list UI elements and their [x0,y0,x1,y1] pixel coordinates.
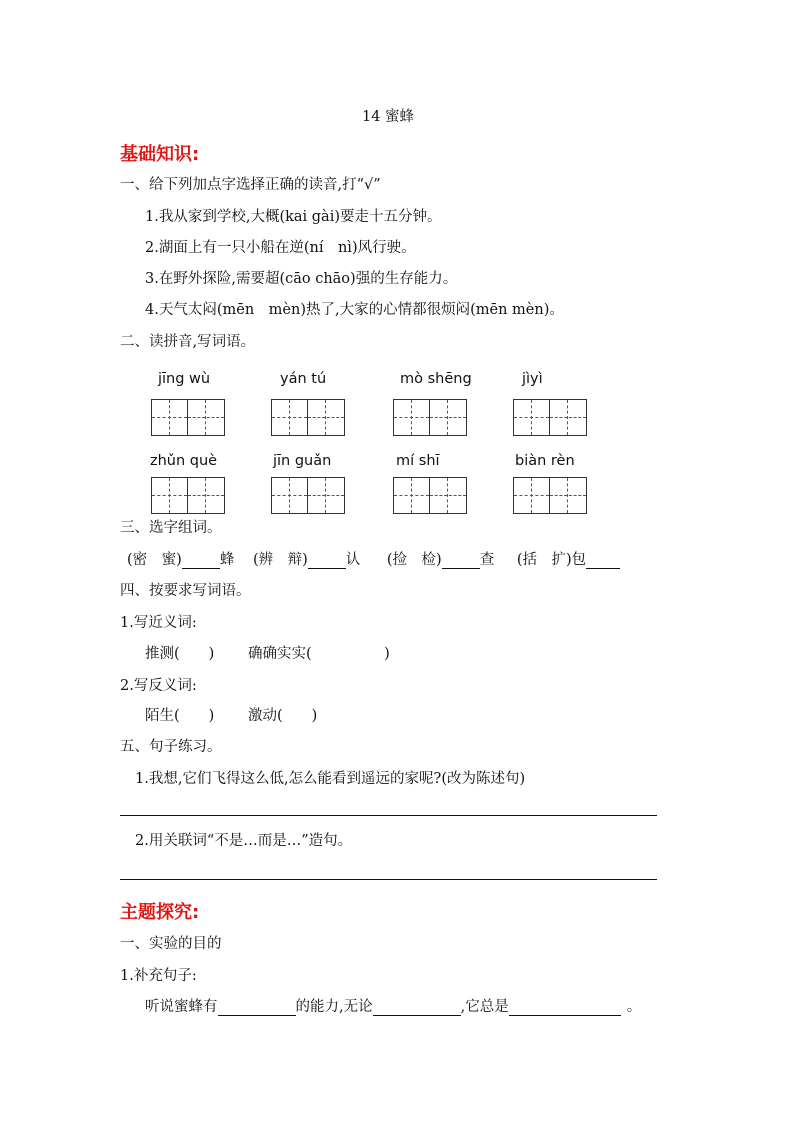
synonym-label: 1.写近义词: [120,615,197,631]
pinyin-label: jīng wù [158,371,211,387]
word-suffix: 查 [479,552,495,568]
answer-line[interactable] [120,879,657,880]
word-choice: (括 扩)包 [516,552,587,568]
page-title: 14 蜜蜂 [362,109,415,125]
writing-grid[interactable] [393,399,467,436]
theme-question-label: 一、实验的目的 [120,936,222,952]
answer-line[interactable] [120,815,657,816]
word-suffix: 认 [345,552,361,568]
question-3-label: 三、选字组词。 [120,520,222,536]
antonym-item: 激动( ) [248,708,318,724]
answer-blank[interactable] [182,552,220,569]
writing-grid[interactable] [393,477,467,514]
word-choice: (密 蜜) [127,552,182,568]
pinyin-label: mò shēng [400,371,472,387]
sentence-task: 1.我想,它们飞得这么低,怎么能看到遥远的家呢?(改为陈述句) [135,771,526,787]
pinyin-label: jìyì [522,371,543,387]
answer-blank[interactable] [308,552,346,569]
word-choice: (辨 辩) [252,552,308,568]
writing-grid[interactable] [151,477,225,514]
antonym-item: 陌生( ) [145,708,215,724]
antonym-label: 2.写反义词: [120,678,197,694]
writing-grid[interactable] [271,477,345,514]
question-2-label: 二、读拼音,写词语。 [120,334,256,350]
question-4-label: 四、按要求写词语。 [120,583,251,599]
answer-blank[interactable] [586,552,620,569]
sentence-task: 2.用关联词“不是…而是…”造句。 [135,833,353,849]
fill-in-sentence: 听说蜜蜂有 的能力,无论 ,它总是 。 [145,999,642,1015]
question-1-label: 一、给下列加点字选择正确的读音,打“√” [120,177,381,193]
synonym-item: 推测( ) [145,646,215,662]
question-1-item: 3.在野外探险,需要超(cāo chāo)强的生存能力。 [145,271,458,287]
writing-grid[interactable] [271,399,345,436]
writing-grid[interactable] [151,399,225,436]
theme-sub-label: 1.补充句子: [120,968,197,984]
synonym-item: 确确实实( ) [248,646,390,662]
pinyin-label: jīn guǎn [273,453,332,469]
pinyin-label: zhǔn què [150,453,218,469]
question-1-item: 2.湖面上有一只小船在逆(ní nì)风行驶。 [145,240,416,256]
answer-blank[interactable] [442,552,480,569]
pinyin-label: biàn rèn [515,453,575,469]
question-1-item: 1.我从家到学校,大概(kai gài)要走十五分钟。 [145,209,442,225]
answer-blank[interactable] [373,999,461,1016]
word-choice-row [127,551,620,569]
section-heading-theme: 主题探究: [120,902,200,923]
answer-blank[interactable] [218,999,296,1016]
word-choice: (捡 检) [386,552,442,568]
section-heading-basics: 基础知识: [120,144,200,165]
pinyin-label: mí shī [396,453,440,469]
question-5-label: 五、句子练习。 [120,739,222,755]
pinyin-label: yán tú [280,371,327,387]
word-suffix: 蜂 [219,552,235,568]
question-1-item: 4.天气太闷(mēn mèn)热了,大家的心情都很烦闷(mēn mèn)。 [145,302,564,318]
writing-grid[interactable] [513,399,587,436]
answer-blank[interactable] [509,999,621,1016]
writing-grid[interactable] [513,477,587,514]
